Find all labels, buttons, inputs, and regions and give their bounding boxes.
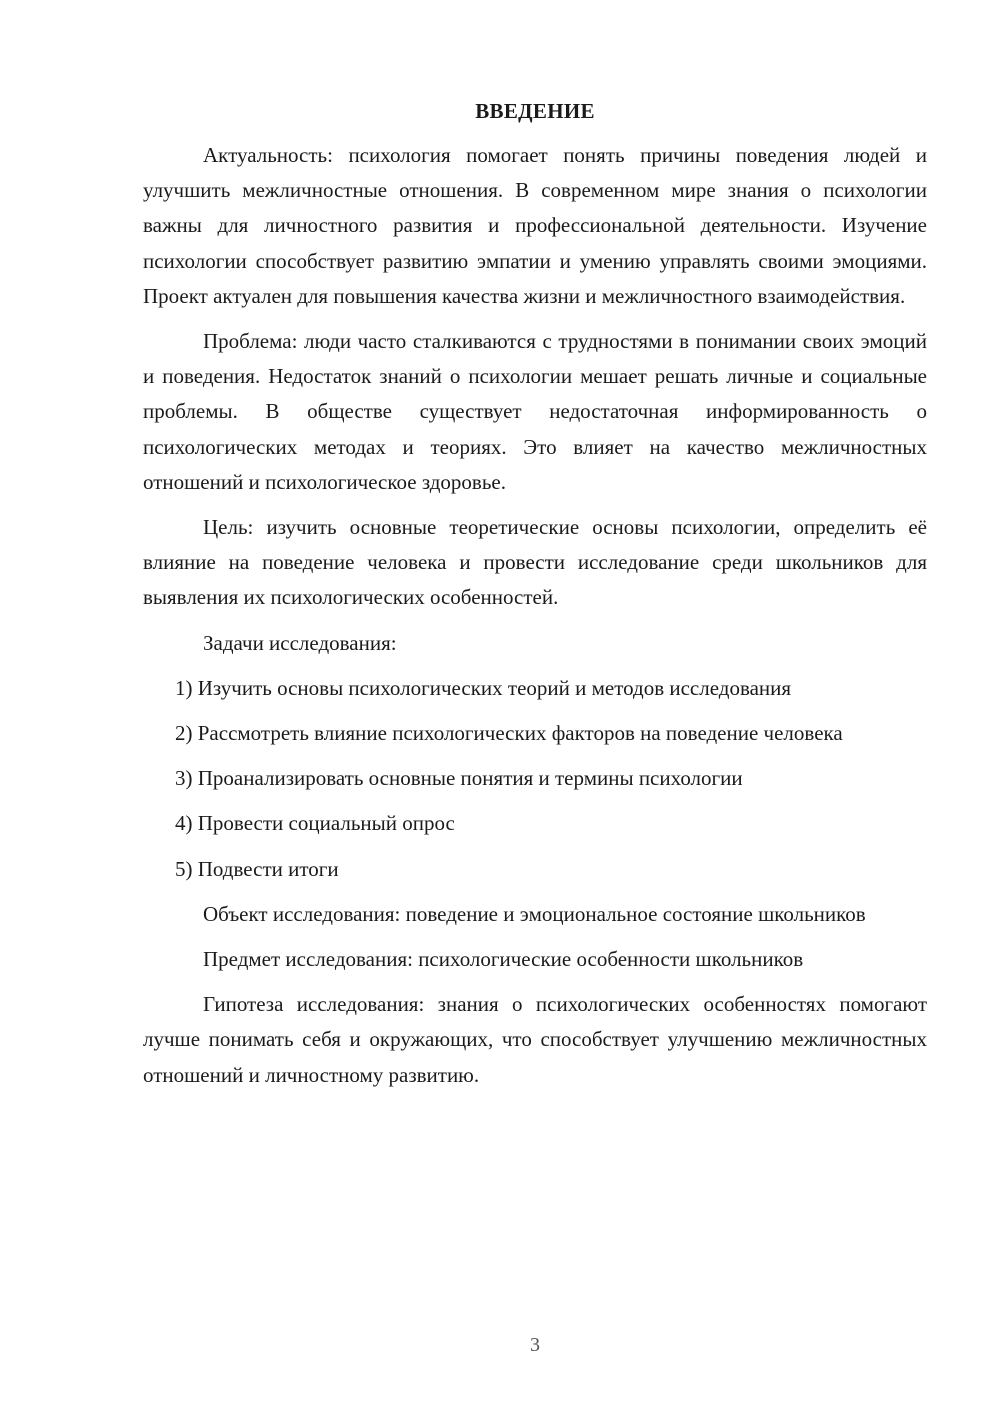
task-item-4: 4) Провести социальный опрос <box>175 811 455 836</box>
task-item-2: 2) Рассмотреть влияние психологических факторов на поведение человека <box>175 721 843 746</box>
section-title: ВВЕДЕНИЕ <box>475 99 595 123</box>
problem-paragraph: Проблема: люди часто сталкиваются с трудностями в понимании своих эмоций и поведения. Недостаток знаний о психологии мешает решать личные и социальные проблемы. В обществе существует недостаточная информированность о психологических методах и теориях. Это влияет на качество межличностных отношений и психологическое здоровье. <box>143 329 927 494</box>
hypothesis-paragraph: Гипотеза исследования: знания о психологических особенностях помогают лучше понимать себя и окружающих, что способствует улучшению межличностных отношений и личностному развитию. <box>143 992 927 1087</box>
tasks-heading: Задачи исследования: <box>203 630 397 655</box>
task-item-3: 3) Проанализировать основные понятия и термины психологии <box>175 766 743 791</box>
document-page <box>143 96 927 1103</box>
goal-paragraph: Цель: изучить основные теоретические основы психологии, определить её влияние на поведение человека и провести исследование среди школьников для выявления их психологических особенностей. <box>143 515 927 610</box>
subject-paragraph: Предмет исследования: психологические особенности школьников <box>203 947 804 972</box>
object-paragraph: Объект исследования: поведение и эмоциональное состояние школьников <box>203 901 866 926</box>
task-item-5: 5) Подвести итоги <box>175 856 339 881</box>
page-number: 3 <box>530 1334 540 1356</box>
relevance-paragraph: Актуальность: психология помогает понять причины поведения людей и улучшить межличностные отношения. В современном мире знания о психологии важны для личностного развития и профессиональной деятельности. Изучение психологии способствует развитию эмпатии и умению управлять своими эмоциями. Проект актуален для повышения качества жизни и межличностного взаимодействия. <box>143 143 927 308</box>
task-item-1: 1) Изучить основы психологических теорий и методов исследования <box>175 675 792 700</box>
tasks-list <box>143 671 927 887</box>
